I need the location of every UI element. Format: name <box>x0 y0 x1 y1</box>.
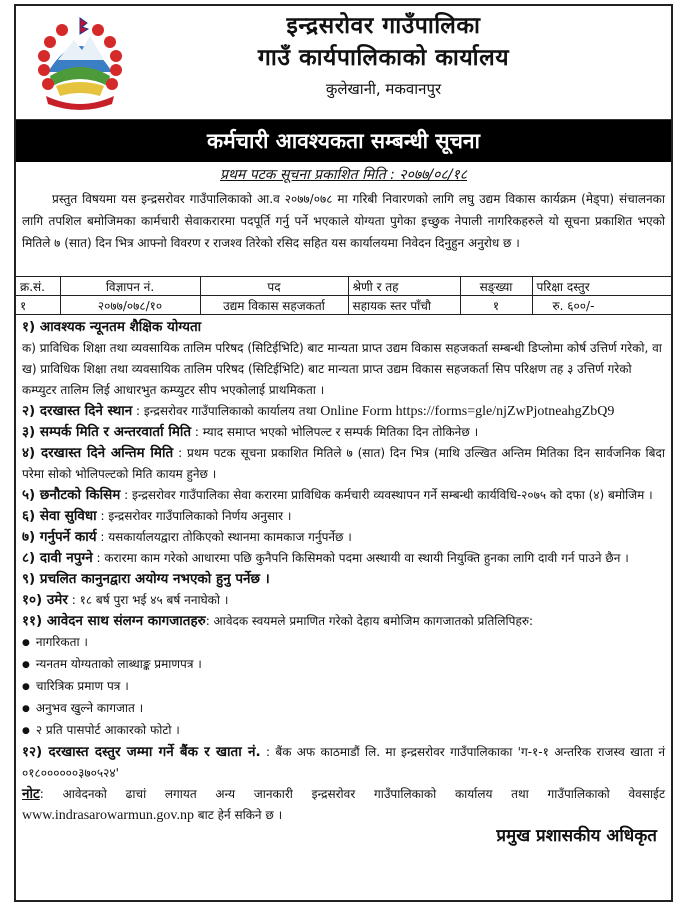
cell-count: १ <box>460 296 532 315</box>
cell-post: उद्यम विकास सहजकर्ता <box>200 296 348 315</box>
section-10 <box>22 590 665 611</box>
section-6-text: : इन्द्रसरोवर गाउँपालिकाको निर्णय अनुसार । <box>96 509 292 523</box>
section-3 <box>22 422 665 443</box>
document-list-item: ● नागरिकता । <box>22 632 665 654</box>
section-5 <box>22 485 665 506</box>
section-12-label: १२) दरखास्त दस्तुर जम्मा गर्ने बैंक र खाता नं. <box>22 744 261 760</box>
website-link[interactable]: www.indrasarowarmun.gov.np <box>22 808 194 823</box>
nepal-emblem-icon <box>30 12 130 112</box>
signatory-title: प्रमुख प्रशासकीय अधिकृत <box>496 826 657 846</box>
section-12 <box>22 742 665 784</box>
document-list-item: ● अनुभव खुल्ने कागजात । <box>22 698 665 720</box>
document-list-item: ● २ प्रति पासपोर्ट आकारको फोटो । <box>22 720 665 742</box>
letterhead <box>16 6 671 120</box>
section-4-label: ४) दरखास्त दिने अन्तिम मिति <box>22 445 174 461</box>
section-1-b: ख) प्राविधिक शिक्षा तथा व्यवसायिक तालिम परिषद (सिटिईभिटि) बाट मान्यता प्राप्त उद्यम विकास सहजकर्ता सिप परिक्षण तह ३ उत्तिर्ण गरेको <box>22 362 632 376</box>
section-2 <box>22 401 665 422</box>
section-2-label: २) दरखास्त दिने स्थान <box>22 403 133 419</box>
org-name: इन्द्रसरोवर गाउँपालिका <box>286 13 481 39</box>
section-7 <box>22 527 665 548</box>
section-9: ९) प्रचलित कानुनद्वारा अयोग्य नभएको हुनु पर्नेछ । <box>22 571 270 587</box>
cell-exam-fee: रु. ६००/- <box>552 298 595 313</box>
section-8-text: : करारमा काम गरेको आधारमा पछि कुनैपनि किसिमको पदमा अस्थायी वा स्थायी नियुक्ति हुनका लागि दावी गर्न पाउने छैन । <box>92 551 629 565</box>
cell-grade: सहायक स्तर पाँचौ <box>348 296 460 315</box>
section-5-label: ५) छनौटको किसिम <box>22 487 121 503</box>
col-post: पद <box>200 277 348 296</box>
table-row <box>16 296 671 315</box>
cell-ad-number: २०७७/०७८/१० <box>60 296 200 315</box>
office-name: गाउँ कार्यपालिकाको कार्यालय <box>257 45 510 71</box>
note-tail: बाट हेर्न सकिने छ । <box>193 808 283 822</box>
section-3-text: : म्याद समाप्त भएको भोलिपल्ट र सम्पर्क मितिका दिन तोकिनेछ । <box>191 425 479 439</box>
section-4 <box>22 443 665 485</box>
document-list-item: ● न्यनतम योग्यताको लाब्धाङ्क प्रमाणपत्र । <box>22 654 665 676</box>
table-header-row <box>16 277 671 296</box>
section-10-text: : १८ बर्ष पुरा भई ४५ बर्ष ननाघेको । <box>67 593 229 607</box>
section-3-label: ३) सम्पर्क मिति र अन्तरवार्ता मिति <box>22 424 192 440</box>
col-exam-fee: परिक्षा दस्तुर <box>532 277 671 296</box>
document-list-item: ● चारित्रिक प्रमाण पत्र । <box>22 676 665 698</box>
section-8-label: ८) दावी नपुग्ने <box>22 550 93 566</box>
section-1-title: १) आवश्यक न्यूनतम शैक्षिक योग्यता <box>22 319 202 335</box>
publish-date <box>16 162 671 188</box>
section-5-text: : इन्द्रसरोवर गाउँपालिका सेवा करारमा प्राविधिक कर्मचारी व्यवस्थापन गर्ने सम्बन्धी कार्यविधि-२०७५ को दफा (४) बमोजिम । <box>120 488 653 502</box>
section-1-c: कम्प्युटर तालिम लिई आधारभुत कम्प्युटर सीप भएकोलाई प्राथमिकता । <box>22 383 325 397</box>
intro-text: प्रस्तुत विषयमा यस इन्द्रसरोवर गाउँपालिकाको आ.व २०७७/०७८ मा गरिबी निवारणको लागि लघु उद्यम विकास कार्यक्रम (मेड्पा) संचालनका लागि तपशिल बमोजिमका कार्मचारी सेवाकरारमा पदपूर्ति गर्नु पर्ने भएकाले योग्यता पुगेका इच्छुक नेपाली नागरिकहरुले यो सूचना प्रकाशित भएको मितिले ७ (सात) दिन भित्र आफ्नो विवरण र राजश्व तिरेको रसिद सहित यस कार्यालयमा निवेदन दिनुहुन अनुरोध छ । <box>22 192 665 250</box>
notice-title: कर्मचारी आवश्यकता सम्बन्धी सूचना <box>16 120 671 162</box>
col-grade: श्रेणी र तह <box>348 277 460 296</box>
note <box>22 784 665 826</box>
section-1-a: क) प्राविधिक शिक्षा तथा व्यवसायिक तालिम परिषद (सिटिईभिटि) बाट मान्यता प्राप्त उद्यम विकास सहजकर्ता सम्बन्धी डिप्लोमा कोर्ष उत्तिर्ण गरेको, वा <box>22 341 662 355</box>
publish-date-text: प्रथम पटक सूचना प्रकाशित मिति : २०७७/०८/१८ <box>220 167 467 183</box>
section-6-label: ६) सेवा सुविधा <box>22 508 97 524</box>
section-11-text: : आवेदक स्वयमले प्रमाणित गरेको देहाय बमोजिम कागजातको प्रतिलिपिहरु: <box>205 614 534 628</box>
col-ad-number: विज्ञापन नं. <box>60 277 200 296</box>
section-12-text: : बैंक अफ काठमाडौं लि. मा इन्द्रसरोवर गाउँपालिकाका 'ग-१-१ अन्तरिक राजस्व खाता नं ०१८००००००३७०५२४' <box>22 745 665 780</box>
section-4-text: : प्रथम पटक सूचना प्रकाशित मितिले ७ (सात) दिन भित्र (माथि उल्खित अन्तिम मितिका दिन सार्वजनिक बिदा परेमा सोको भोलिपल्टको मिति कायम हुनेछ । <box>22 446 665 481</box>
col-count: सङ्ख्या <box>460 277 532 296</box>
section-11-label: ११) आवेदन साथ संलग्न कागजातहरु <box>22 613 206 629</box>
note-text: : आवेदनको ढाचां लगायत अन्य जानकारी इन्द्रसरोवर गाउँपालिकाको कार्यालय तथा गाउँपालिकाको वेवसाईट <box>39 787 665 801</box>
note-label: नोट <box>22 786 40 802</box>
section-10-label: १०) उमेर <box>22 592 68 608</box>
notice-body <box>16 315 671 847</box>
col-serial: क्र.सं. <box>16 277 60 296</box>
notice-page <box>14 4 673 902</box>
section-6 <box>22 506 665 527</box>
section-8 <box>22 548 665 569</box>
intro-paragraph <box>16 188 671 276</box>
section-7-text: : यसकार्यालयद्वारा तोकिएको स्थानमा कामकाज गर्नुपर्नेछ । <box>96 530 352 544</box>
online-form-link[interactable]: Online Form https://forms=gle/njZwPjotneahgZbQ9 <box>320 404 615 419</box>
section-11 <box>22 611 665 632</box>
section-2-text: : इन्द्रसरोवर गाउँपालिकाको कार्यालय तथा <box>132 404 321 418</box>
office-location: कुलेखानी, मकवानपुर <box>325 80 442 98</box>
section-7-label: ७) गर्नुपर्ने कार्य <box>22 529 97 545</box>
cell-serial: १ <box>16 296 60 315</box>
vacancy-table <box>16 276 671 315</box>
